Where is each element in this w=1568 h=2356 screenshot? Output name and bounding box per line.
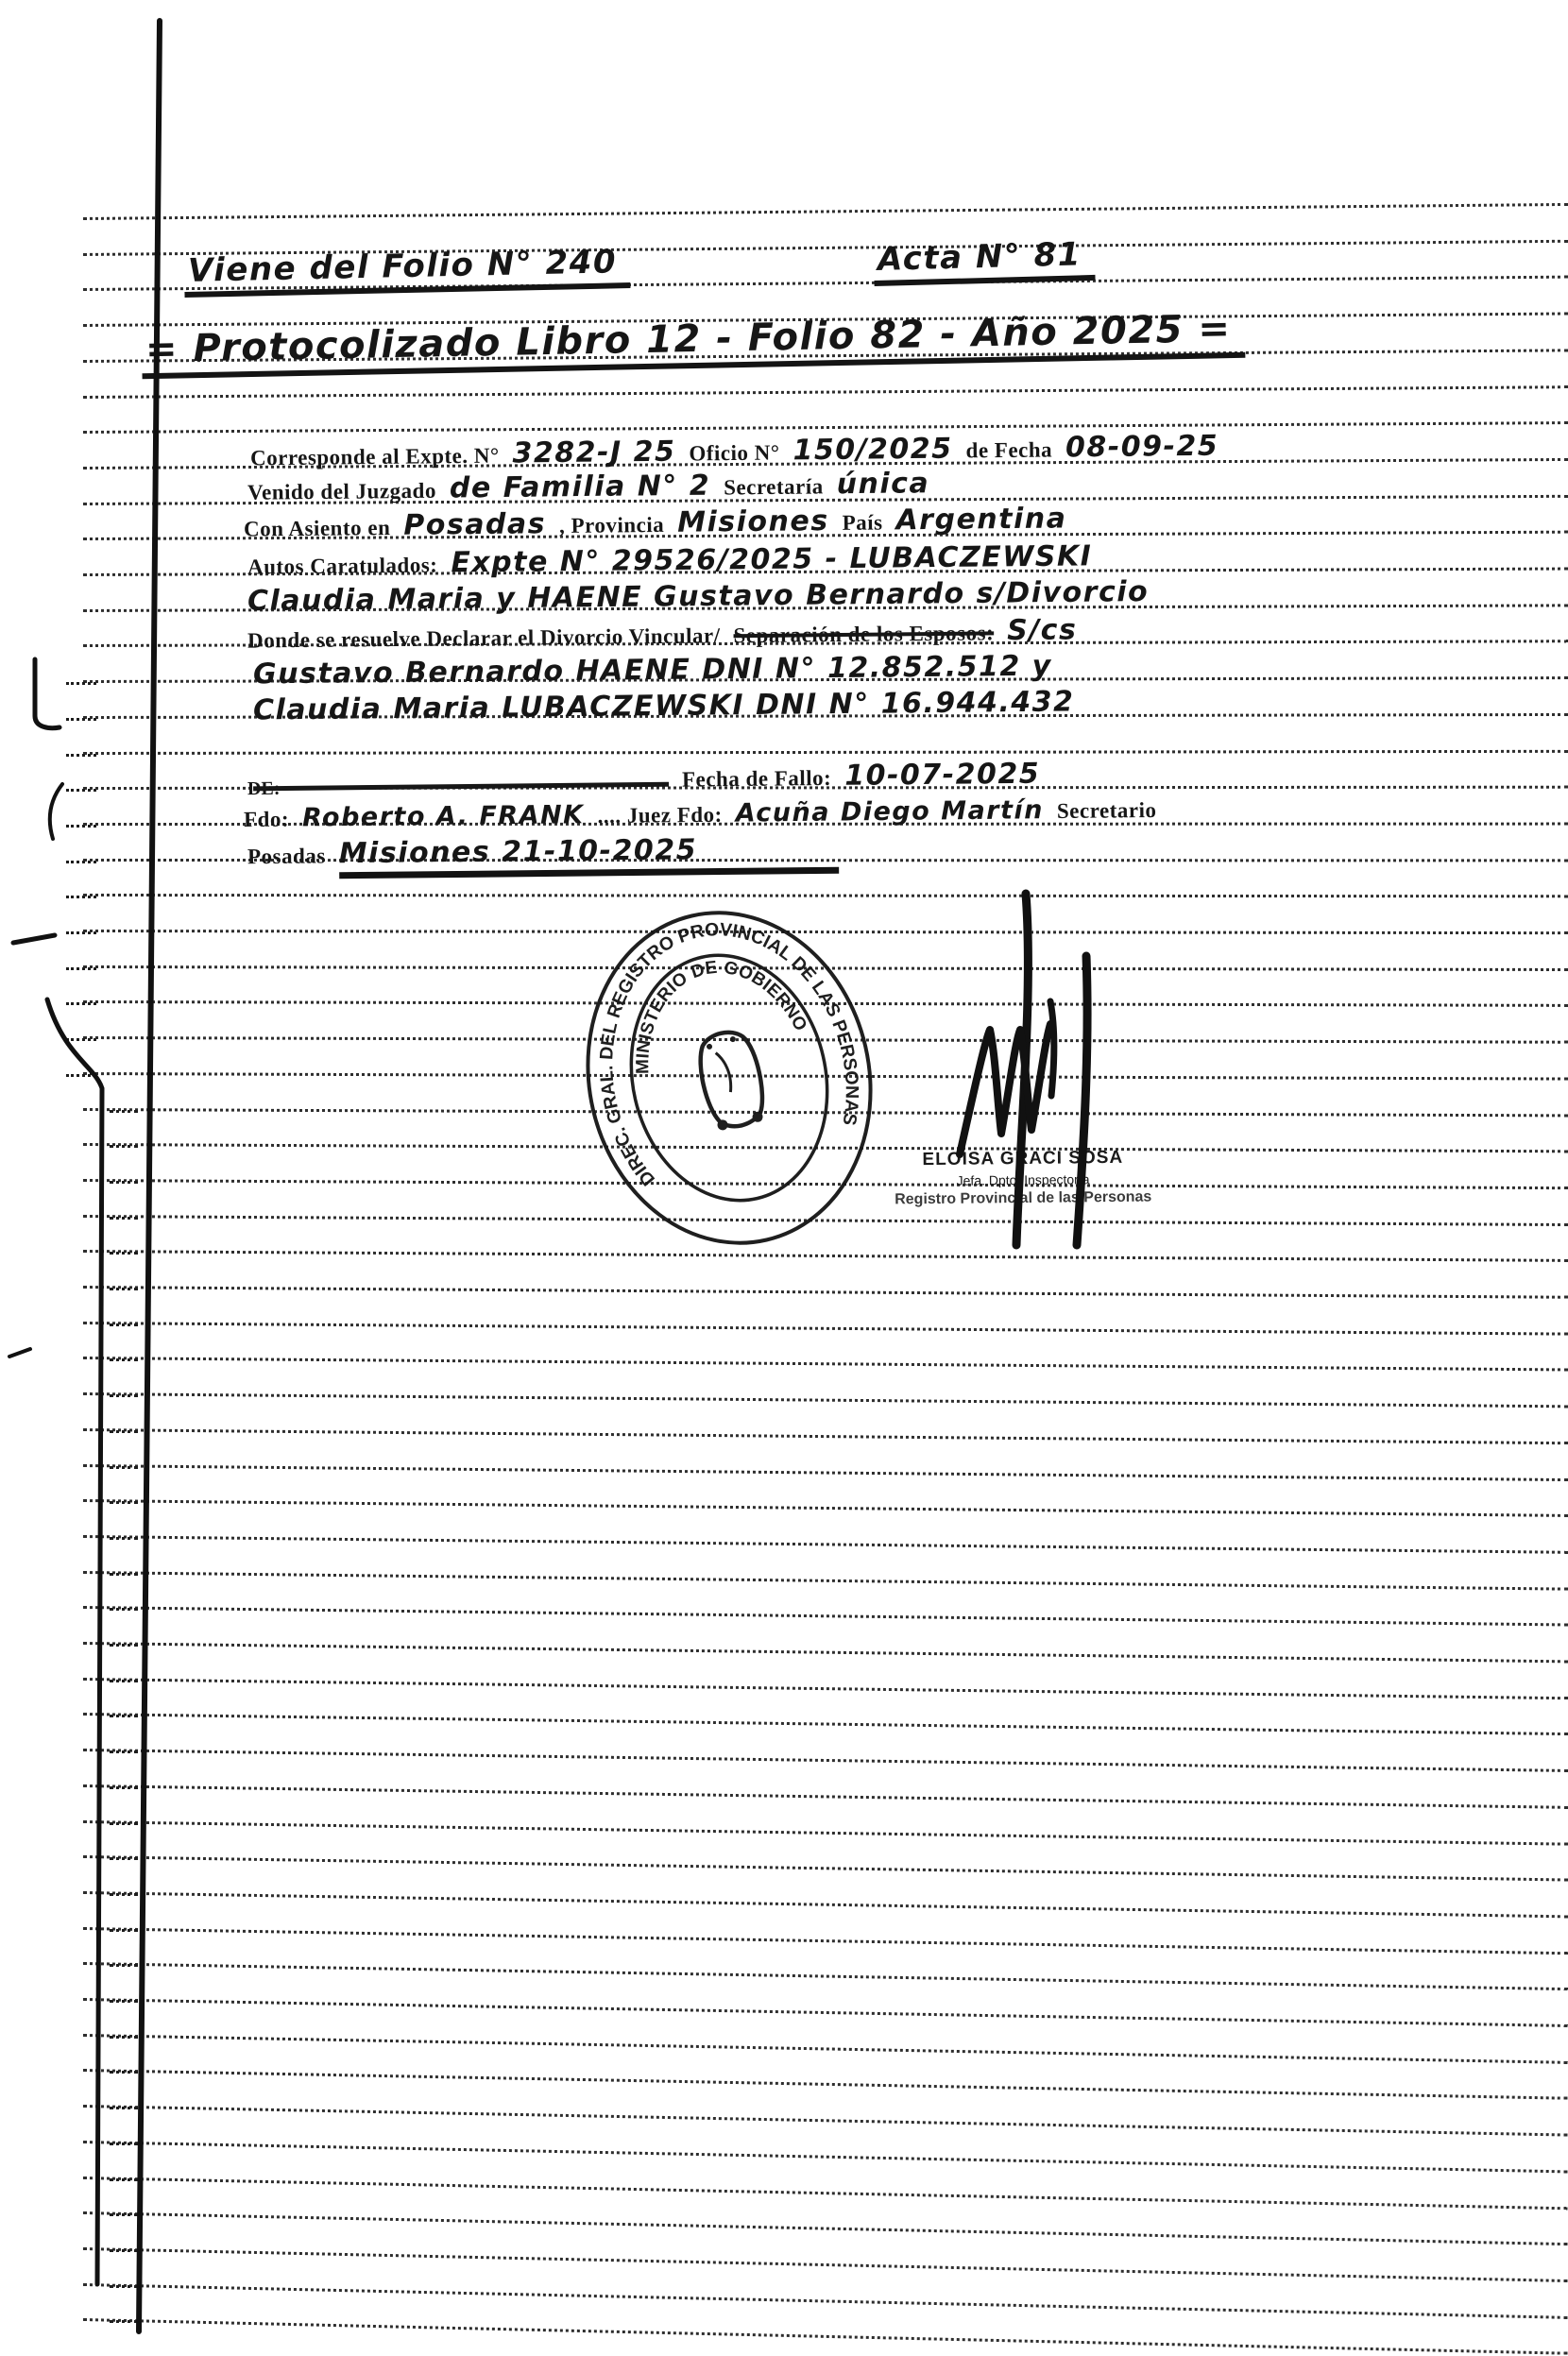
- margin-dot-stub: [110, 1573, 138, 1576]
- margin-dot-stub: [66, 1002, 96, 1005]
- margin-dot-stub: [110, 1430, 138, 1433]
- row-conyuge-2: [253, 685, 1075, 726]
- margin-dot-stub: [110, 1608, 138, 1611]
- margin-dot-stub: [110, 2285, 138, 2288]
- margin-dot-stub: [110, 2143, 138, 2145]
- header-acta-row: [873, 235, 1095, 286]
- ruled-line: [83, 1322, 1568, 1336]
- label-separacion-tachado: Separación de los Esposos:: [733, 621, 995, 648]
- value-pais: Argentina: [895, 502, 1067, 538]
- margin-dot-stub: [66, 861, 96, 863]
- svg-text:DIREC. GRAL. DEL REGISTRO PROV: [565, 893, 877, 1195]
- margin-dot-stub: [110, 2213, 138, 2216]
- protocolizado-row: [142, 307, 1245, 379]
- margin-dot-stub: [110, 2320, 138, 2323]
- ruled-line: [83, 2105, 1568, 2137]
- ruled-line: [83, 1606, 1568, 1627]
- value-conyuge-1: Gustavo Bernardo HAENE DNI N° 12.852.512 y: [252, 649, 1052, 691]
- label-oficio: Oficio N°: [689, 440, 780, 466]
- value-expte-numero: 3282-J 25: [512, 435, 676, 470]
- ruled-line: [83, 2318, 1568, 2355]
- row-expediente: [250, 430, 1219, 473]
- ruled-line: [83, 2247, 1568, 2282]
- signer-office: Registro Provincial de las Personas: [895, 1188, 1152, 1208]
- margin-dot-stub: [110, 2249, 138, 2252]
- margin-dot-stub: [66, 754, 96, 757]
- margin-dot-stub: [66, 718, 96, 721]
- row-conyuge-1: [253, 650, 1052, 691]
- margin-dot-stub: [110, 1252, 138, 1255]
- value-juzgado: de Familia N° 2: [449, 469, 711, 505]
- ruled-line: [83, 1891, 1568, 1918]
- ruled-line: [83, 1678, 1568, 1699]
- ruled-line: [83, 2211, 1568, 2245]
- margin-dot-stub: [110, 1466, 138, 1469]
- label-venido-juzgado: Venido del Juzgado: [247, 478, 437, 504]
- margin-dot-stub: [110, 1394, 138, 1397]
- value-oficio-numero: 150/2025: [793, 432, 953, 468]
- value-secretaria: única: [836, 467, 930, 502]
- margin-dot-stub: [110, 1680, 138, 1682]
- label-posadas: Posadas: [247, 844, 326, 869]
- row-resuelve: [247, 613, 1078, 655]
- row-autos-caratulados: [247, 539, 1093, 581]
- value-fecha-oficio: 08-09-25: [1065, 429, 1219, 465]
- ruled-line: [83, 1998, 1568, 2027]
- ruled-line: [83, 1855, 1568, 1882]
- ruled-line: [83, 385, 1568, 399]
- margin-dot-stub: [110, 2000, 138, 2003]
- stray-bracket-mark: [35, 659, 60, 728]
- ruled-line: [83, 1962, 1568, 1990]
- margin-dot-stub: [110, 1537, 138, 1540]
- value-autos-expte: Expte N° 29526/2025 - LUBACZEWSKI: [451, 539, 1093, 580]
- ruled-line: [83, 2069, 1568, 2100]
- margin-dot-stub: [110, 1750, 138, 1753]
- ruled-line: [83, 1784, 1568, 1809]
- value-provincia: Misiones: [676, 504, 829, 539]
- ruled-line: [83, 1357, 1568, 1371]
- margin-dot-stub: [110, 1181, 138, 1184]
- margin-dot-stub: [66, 789, 96, 792]
- row-fecha-fallo: [253, 758, 1040, 799]
- margin-dot-stub: [110, 1893, 138, 1896]
- label-juez-fdo: .... Juez Fdo:: [597, 802, 723, 828]
- label-secretaria: Secretaría: [724, 474, 824, 500]
- margin-dot-stub: [110, 2071, 138, 2074]
- label-de-fecha: de Fecha: [965, 437, 1053, 463]
- label-fdo-juez: Fdo:: [243, 807, 290, 832]
- viene-del-folio-text: Viene del Folio N° 240: [184, 243, 631, 298]
- row-firmas: [244, 794, 1157, 833]
- value-ciudad: Posadas: [403, 507, 547, 542]
- label-donde-se-resuelve: Donde se resuelve Declarar el Divorcio Vincular/: [247, 623, 721, 653]
- ruled-line: [83, 1499, 1568, 1517]
- margin-dot-stub: [110, 1644, 138, 1647]
- margin-dot-stub: [110, 1715, 138, 1717]
- signer-title: Jefa. Dpto. Inspectoría: [956, 1171, 1090, 1188]
- ruled-line: [83, 1571, 1568, 1591]
- margin-dot-stub: [110, 1323, 138, 1326]
- margin-dot-stub: [110, 1217, 138, 1220]
- margin-dot-stub: [110, 1822, 138, 1825]
- ruled-line: [83, 1749, 1568, 1772]
- margin-dot-stub: [110, 2036, 138, 2039]
- row-asiento: [244, 502, 1067, 543]
- margin-dot-stub: [110, 1110, 138, 1113]
- margin-dot-stub: [110, 1929, 138, 1932]
- acta-number-text: Acta N° 81: [873, 235, 1095, 286]
- margin-dot-stub: [66, 1074, 96, 1077]
- margin-dot-stub: [110, 1786, 138, 1789]
- label-provincia: , Provincia: [558, 512, 665, 538]
- ruled-line: [83, 1535, 1568, 1554]
- stray-paren-mark: [50, 784, 62, 839]
- official-stamp-icon: [516, 855, 943, 1300]
- stamp-inner-text: MINISTERIO DE GOBIERNO: [633, 957, 811, 1075]
- ruled-line: [83, 2034, 1568, 2064]
- ruled-line: [83, 2177, 1568, 2210]
- margin-dot-stub: [110, 1964, 138, 1967]
- value-conyuge-2: Claudia Maria LUBACZEWSKI DNI N° 16.944.432: [252, 685, 1075, 727]
- label-pais: País: [842, 510, 883, 535]
- value-fecha-fallo: 10-07-2025: [844, 757, 1041, 793]
- ruled-line: [83, 749, 1568, 754]
- ruled-line: [83, 421, 1568, 434]
- signature-block: [877, 1147, 1170, 1208]
- margin-dot-stub: [110, 1857, 138, 1860]
- ruled-line: [83, 1250, 1568, 1262]
- stamp-outer-text: DIREC. GRAL. DEL REGISTRO PROVINCIAL DE LAS PERSONAS: [596, 919, 862, 1190]
- label-secretario: Secretario: [1056, 797, 1157, 824]
- value-secretario-nombre: Acuña Diego Martín: [735, 795, 1045, 828]
- value-resuelve-anotacion: S/cs: [1006, 613, 1078, 648]
- stray-dash-mark-1: [13, 935, 55, 943]
- ruled-line: [83, 203, 1568, 220]
- margin-dot-stub: [110, 1145, 138, 1148]
- ruled-line: [83, 1286, 1568, 1299]
- margin-dot-stub: [66, 1038, 96, 1041]
- ruled-line: [83, 1642, 1568, 1663]
- value-lugar-fecha: Misiones 21-10-2025: [339, 832, 840, 879]
- margin-dot-stub: [66, 825, 96, 828]
- value-caratula-partes: Claudia Maria y HAENE Gustavo Bernardo s/Divorcio: [247, 575, 1150, 618]
- ruled-line: [83, 1464, 1568, 1481]
- header-folio-row: [184, 243, 631, 298]
- margin-dot-stub: [110, 2107, 138, 2109]
- label-con-asiento: Con Asiento en: [243, 515, 391, 541]
- margin-dot-stub: [66, 896, 96, 898]
- label-de: DE:: [247, 777, 281, 800]
- margin-dot-stub: [110, 1501, 138, 1504]
- ruled-line: [83, 1713, 1568, 1735]
- label-autos-caratulados: Autos Caratulados:: [247, 553, 438, 579]
- label-fecha-fallo: Fecha de Fallo:: [681, 765, 832, 792]
- margin-dot-stub: [110, 2178, 138, 2181]
- margin-dot-stub: [110, 1288, 138, 1290]
- row-lugar-fecha: [247, 832, 839, 880]
- stray-dash-mark-2: [9, 1349, 30, 1357]
- signer-name: ELOISA GRACI SOSA: [922, 1147, 1124, 1170]
- margin-dot-stub: [66, 967, 96, 970]
- ruled-line: [83, 1392, 1568, 1408]
- row-autos-caratula-2: [247, 575, 1150, 618]
- ruled-line: [83, 1428, 1568, 1444]
- label-corresponde-expte: Corresponde al Expte. N°: [249, 443, 500, 470]
- leader-line: [253, 763, 669, 792]
- ruled-line: [83, 1820, 1568, 1846]
- ruled-line: [83, 2141, 1568, 2173]
- value-juez-nombre: Roberto A. FRANK: [301, 800, 585, 833]
- margin-dot-stub: [66, 682, 96, 685]
- margin-dot-stub: [110, 1358, 138, 1361]
- margin-dot-stub: [66, 931, 96, 934]
- ruled-line: [83, 2283, 1568, 2319]
- coat-of-arms-icon: [693, 1027, 771, 1133]
- protocolizado-text: = Protocolizado Libro 12 - Folio 82 - Año 2025 =: [142, 307, 1245, 379]
- ruled-line: [83, 1927, 1568, 1955]
